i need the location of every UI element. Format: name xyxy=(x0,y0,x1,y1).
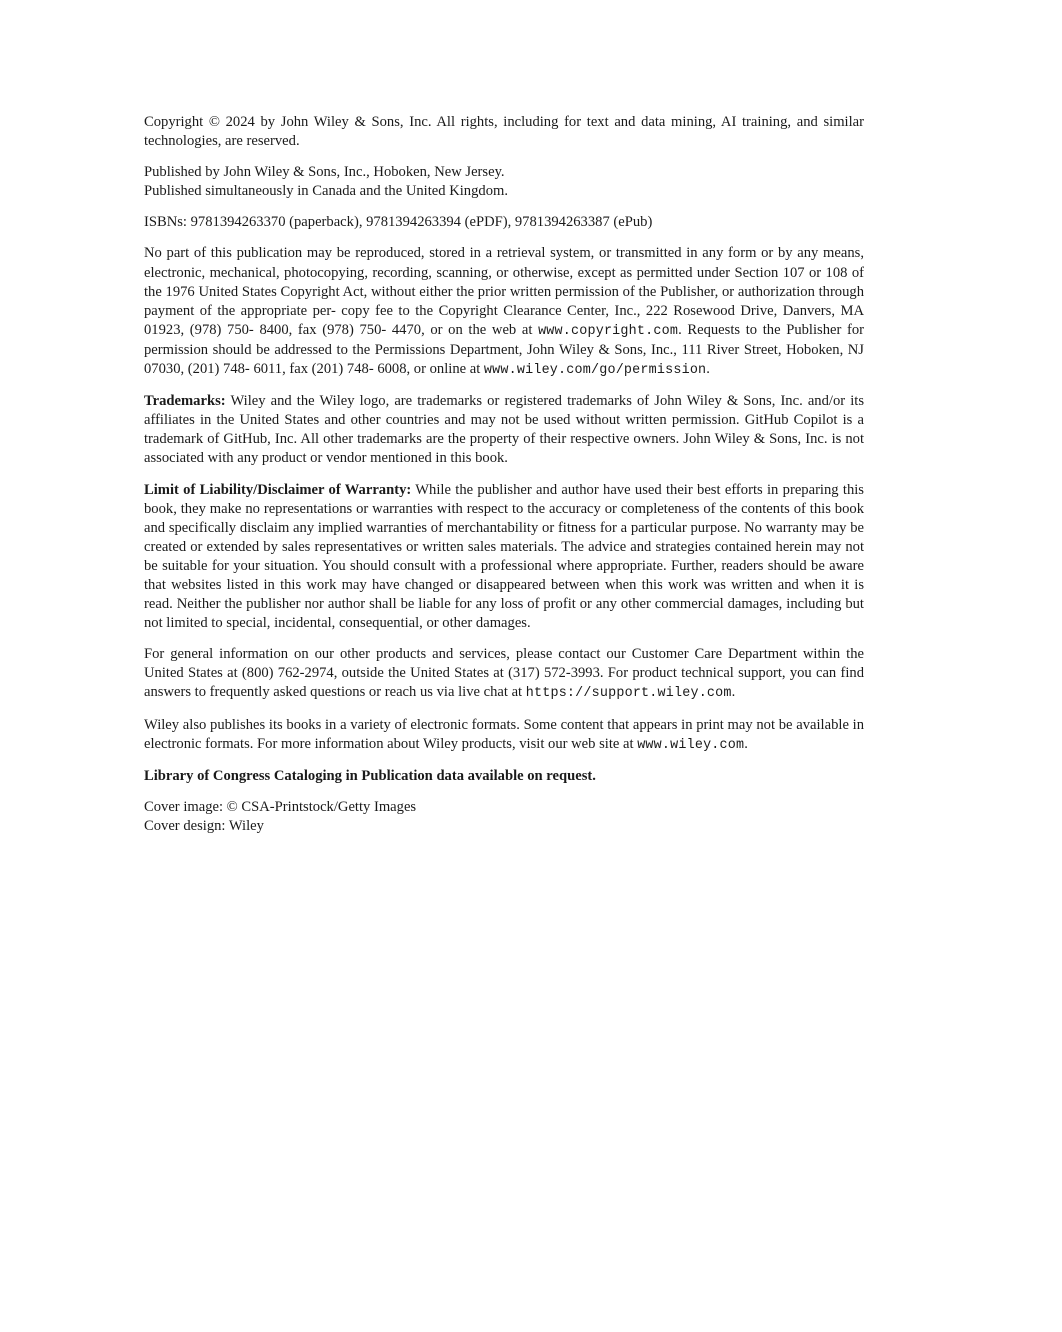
trademarks-text: Wiley and the Wiley logo, are trademarks or registered trademarks of John Wiley & Sons, Inc. and/or its affiliates in the United States and other countries and may not be used without written permission. GitHub Copilot is a trademark of GitHub, Inc. All other trademarks are the property of their respective owners. John Wiley & Sons, Inc. is not associated with any product or vendor mentioned in this book. xyxy=(144,393,864,467)
trademarks-heading: Trademarks: xyxy=(144,393,226,410)
published-simultaneously-line: Published simultaneously in Canada and the United Kingdom. xyxy=(144,183,508,200)
permissions-paragraph xyxy=(144,244,864,380)
wiley-com-link[interactable]: www.wiley.com xyxy=(637,737,745,753)
published-by-line: Published by John Wiley & Sons, Inc., Hoboken, New Jersey. xyxy=(144,164,505,181)
electronic-formats-paragraph xyxy=(144,716,864,755)
permissions-text-1: No part of this publication may be reproduced, stored in a retrieval system, or transmitted in any form or by any means, electronic, mechanical, photocopying, recording, scanning, or otherwise, except as permitted under Section 107 or 108 of the 1976 United States Copyright Act, without either the prior written permission of the Publisher, or authorization through payment of the appropriate per- copy fee to the Copyright Clearance Center, Inc., 222 Rosewood Drive, Danvers, MA 01923, (978) 750- 8400, fax (978) 750- 4470, or on the web at xyxy=(144,245,864,338)
liability-text: While the publisher and author have used their best efforts in preparing this book, they make no representations or warranties with respect to the accuracy or completeness of the contents of this book and specifically disclaim any implied warranties of merchantability or fitness for a particular purpose. No warranty may be created or extended by sales representatives or written sales materials. The advice and strategies contained herein may not be suitable for your situation. You should consult with a professional where appropriate. Further, readers should be aware that websites listed in this work may have changed or disappeared between when this work was written and when it is read. Neither the publisher nor author shall be liable for any loss of profit or any other commercial damages, including but not limited to special, incidental, consequential, or other damages. xyxy=(144,481,864,632)
general-info-end: . xyxy=(731,684,736,701)
wiley-permission-link[interactable]: www.wiley.com/go/permission xyxy=(483,363,707,379)
electronic-formats-end: . xyxy=(744,735,748,752)
general-info-paragraph xyxy=(144,645,864,703)
isbn-list: ISBNs: 9781394263370 (paperback), 9781394263394 (ePDF), 9781394263387 (ePub) xyxy=(144,214,653,231)
support-wiley-link[interactable]: https://support.wiley.com xyxy=(525,686,732,702)
copyright-com-link[interactable]: www.copyright.com xyxy=(538,323,679,339)
liability-heading: Limit of Liability/Disclaimer of Warranty: xyxy=(144,481,412,498)
liability-paragraph xyxy=(144,481,864,634)
cover-image-credit: Cover image: © CSA-Printstock/Getty Images xyxy=(144,798,417,815)
cover-design-credit: Cover design: Wiley xyxy=(144,817,264,834)
permissions-text-2: . Requests to the Publisher for permission should be addressed to the Permissions Department, John Wiley & Sons, Inc., 111 River Street, Hoboken, NJ 07030, (201) 748- 6011, fax (201) 748- 6008, or online at xyxy=(144,321,865,378)
general-info-text: For general information on our other products and services, please contact our Customer Care Department within the United States at (800) 762-2974, outside the United States at (317) 572-3993. For product technical support, you can find answers to frequently asked questions or reach us via live chat at xyxy=(144,646,864,701)
copyright-notice: Copyright © 2024 by John Wiley & Sons, Inc. All rights, including for text and data mining, AI training, and similar technologies, are reserved. xyxy=(144,114,864,150)
cover-credits xyxy=(144,798,864,836)
trademarks-paragraph xyxy=(144,392,864,468)
electronic-formats-text: Wiley also publishes its books in a variety of electronic formats. Some content that appears in print may not be available in electronic formats. For more information about Wiley products, visit our web site at xyxy=(144,716,864,752)
publisher-info xyxy=(144,163,864,201)
library-of-congress-note: Library of Congress Cataloging in Publication data available on request. xyxy=(144,767,596,784)
permissions-text-3: . xyxy=(706,361,710,378)
copyright-page xyxy=(144,113,864,848)
